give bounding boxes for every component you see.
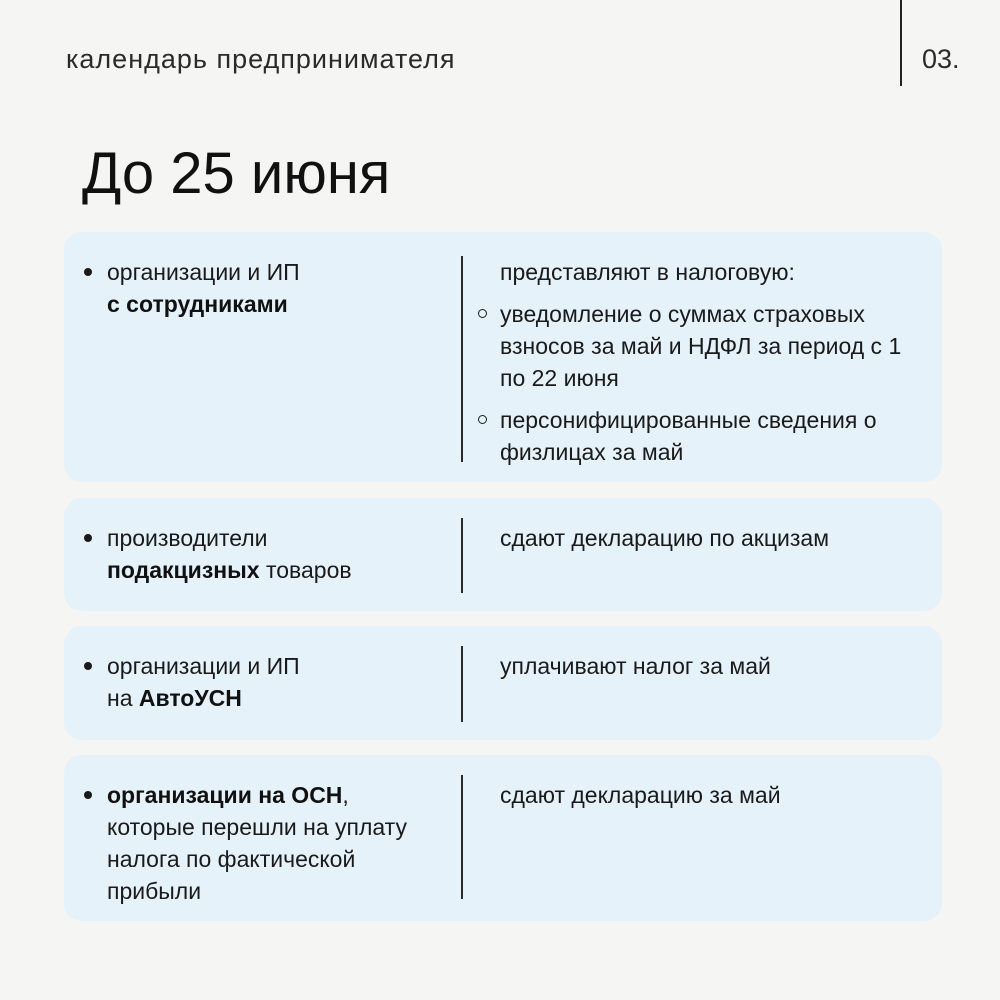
circle-bullet-icon [478, 309, 487, 318]
subject-bold: организации на ОСН [107, 782, 343, 808]
card-employees [64, 232, 942, 482]
subject-bold: подакцизных [107, 557, 260, 583]
card-subject [107, 256, 454, 320]
card-left [84, 779, 429, 907]
list-item-text: уведомление о суммах страховых взносов за май и НДФЛ за период с 1 по 22 июня [500, 301, 902, 391]
card-divider [461, 256, 463, 462]
card-left [84, 522, 454, 586]
subject-text: , которые перешли на уплату налога по фактической прибыли [107, 782, 407, 904]
action-text: сдают декларацию за май [500, 782, 781, 808]
card-subject [107, 522, 454, 586]
subject-text: на [107, 685, 139, 711]
bullet-icon [84, 534, 92, 542]
card-right [500, 650, 930, 682]
card-excise [64, 498, 942, 611]
list-item [500, 404, 930, 468]
subject-text: товаров [259, 557, 352, 583]
bullet-icon [84, 268, 92, 276]
card-osn [64, 755, 942, 921]
action-text: сдают декларацию по акцизам [500, 525, 830, 551]
card-left [84, 256, 454, 320]
card-divider [461, 775, 463, 899]
list-item [500, 298, 930, 394]
card-divider [461, 646, 463, 722]
bullet-icon [84, 662, 92, 670]
page-heading: До 25 июня [82, 141, 391, 206]
header-divider [900, 0, 902, 86]
card-right [500, 522, 930, 554]
action-text: представляют в налоговую: [500, 259, 795, 285]
card-subject [107, 779, 429, 907]
subject-text: производители [107, 525, 268, 551]
header-title: календарь предпринимателя [66, 44, 456, 74]
list-item-text: персонифицированные сведения о физлицах за май [500, 407, 877, 465]
subject-text: организации и ИП [107, 259, 300, 285]
subject-bold: с сотрудниками [107, 291, 288, 317]
page-number: 03. [922, 44, 960, 74]
subject-text: организации и ИП [107, 653, 300, 679]
circle-bullet-icon [478, 415, 487, 424]
card-right [500, 256, 930, 468]
bullet-icon [84, 791, 92, 799]
card-autousn [64, 626, 942, 740]
card-right [500, 779, 930, 811]
card-subject [107, 650, 454, 714]
action-text: уплачивают налог за май [500, 653, 771, 679]
card-left [84, 650, 454, 714]
card-divider [461, 518, 463, 593]
subject-bold: АвтоУСН [138, 685, 242, 711]
